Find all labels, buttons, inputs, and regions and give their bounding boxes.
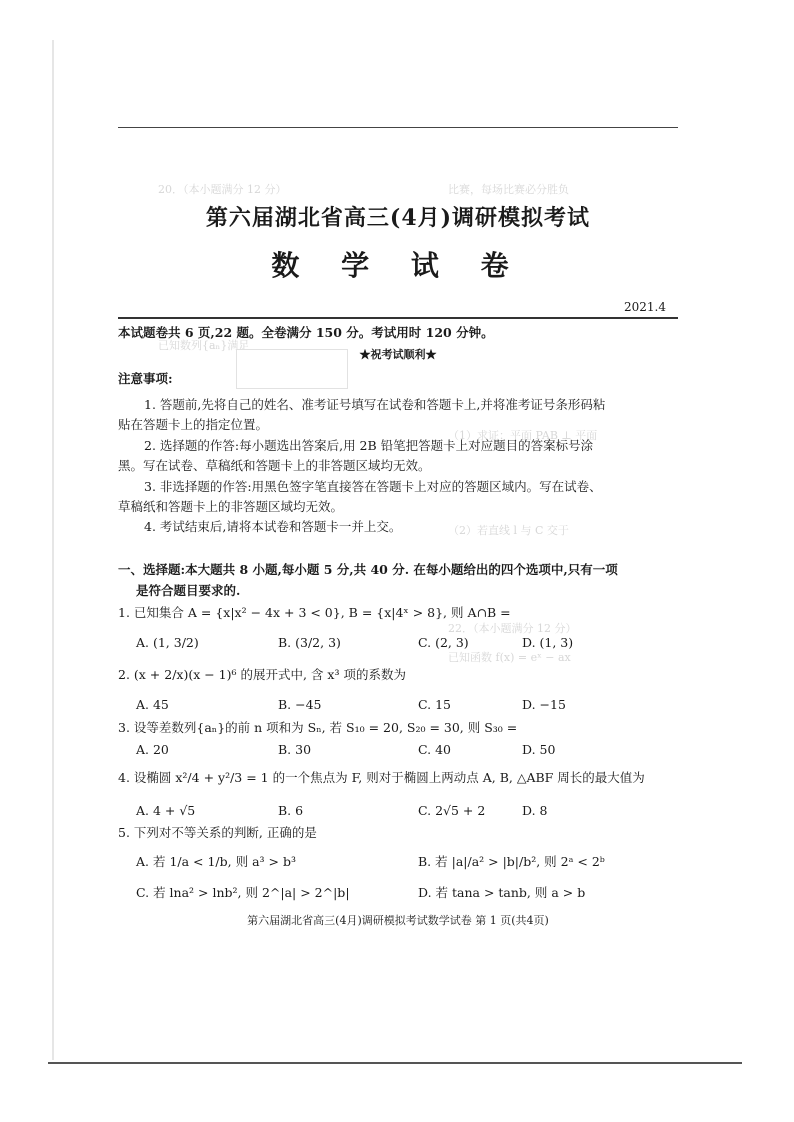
exam-date: 2021.4 (624, 300, 666, 314)
notice-item-cont: 草稿纸和答题卡上的非答题区域均无效。 (118, 499, 344, 514)
section-heading-cont: 是符合题目要求的. (136, 583, 241, 598)
bleed-through-text: 20．（本小题满分 12 分） (158, 183, 287, 196)
question-option: A. (1, 3/2) (136, 635, 199, 650)
question-option: C. (2, 3) (418, 635, 469, 650)
question-option: D. 若 tana > tanb, 则 a > b (418, 885, 586, 900)
intro-text: 本试题卷共 6 页,22 题。全卷满分 150 分。考试用时 120 分钟。 (118, 325, 494, 340)
top-rule (118, 127, 678, 128)
blessing: ★祝考试顺利★ (359, 348, 437, 361)
exam-title: 第六届湖北省高三(4月)调研模拟考试 (205, 205, 591, 231)
question-option: A. 20 (136, 742, 169, 757)
notice-item: 4. 考试结束后,请将本试卷和答题卡一并上交。 (144, 519, 402, 534)
question-option: B. (3/2, 3) (278, 635, 341, 650)
question-option: D. 50 (522, 742, 556, 757)
question-option: D. 8 (522, 803, 548, 818)
question-option: B. 若 |a|/a² > |b|/b², 则 2ᵃ < 2ᵇ (418, 854, 605, 869)
bleed-through-text: 22．（本小题满分 12 分） (448, 622, 577, 635)
question-option: A. 4 + √5 (136, 803, 196, 818)
question-option: D. (1, 3) (522, 635, 574, 650)
question-stem: 3. 设等差数列{aₙ}的前 n 项和为 Sₙ, 若 S₁₀ = 20, S₂₀ = 30, 则 S₃₀ = (118, 720, 518, 735)
question-stem: 5. 下列对不等关系的判断, 正确的是 (118, 825, 317, 840)
scan-bottom-edge (48, 1062, 742, 1064)
question-option: B. −45 (278, 697, 322, 712)
question-option: A. 45 (136, 697, 169, 712)
exam-subject: 数 学 试 卷 (271, 249, 525, 282)
page-footer: 第六届湖北省高三(4月)调研模拟考试数学试卷 第 1 页(共4页) (247, 914, 549, 927)
question-stem: 4. 设椭圆 x²/4 + y²/3 = 1 的一个焦点为 F, 则对于椭圆上两动点 A, B, △ABF 周长的最大值为 (118, 770, 645, 785)
section-heading: 一、选择题:本大题共 8 小题,每小题 5 分,共 40 分. 在每小题给出的四个选项中,只有一项 (118, 562, 618, 577)
scan-edge (52, 40, 54, 1060)
question-stem: 1. 已知集合 A = {x|x² − 4x + 3 < 0}, B = {x|4ˣ > 8}, 则 A∩B = (118, 605, 511, 620)
question-stem: 2. (x + 2/x)(x − 1)⁶ 的展开式中, 含 x³ 项的系数为 (118, 667, 406, 682)
notice-item: 1. 答题前,先将自己的姓名、准考证号填写在试卷和答题卡上,并将准考证号条形码粘 (144, 397, 606, 412)
bleed-through-text: （2）若直线 l 与 C 交于 (448, 524, 569, 537)
notice-item-cont: 贴在答题卡上的指定位置。 (118, 417, 269, 432)
question-option: A. 若 1/a < 1/b, 则 a³ > b³ (136, 854, 296, 869)
bleed-through-text: 已知函数 f(x) = eˣ − ax (448, 651, 571, 664)
bleed-through-text: 已知数列{aₙ}满足 (158, 339, 250, 352)
bleed-through-text: （1）求证：平面 PAB ⊥ 平面 (448, 429, 598, 442)
question-option: D. −15 (522, 697, 566, 712)
bleed-through-text: 比赛，每场比赛必分胜负 (448, 183, 569, 196)
question-option: B. 30 (278, 742, 312, 757)
question-option: C. 2√5 + 2 (418, 803, 486, 818)
header-rule (118, 317, 678, 319)
notice-item: 2. 选择题的作答:每小题选出答案后,用 2B 铅笔把答题卡上对应题目的答案标号涂 (144, 438, 594, 453)
question-option: B. 6 (278, 803, 304, 818)
question-option: C. 40 (418, 742, 451, 757)
question-option: C. 15 (418, 697, 451, 712)
notice-heading: 注意事项: (118, 371, 173, 386)
notice-item-cont: 黑。写在试卷、草稿纸和答题卡上的非答题区域均无效。 (118, 458, 431, 473)
exam-page (118, 127, 678, 939)
question-option: C. 若 lna² > lnb², 则 2^|a| > 2^|b| (136, 885, 350, 900)
notice-item: 3. 非选择题的作答:用黑色签字笔直接答在答题卡上对应的答题区域内。写在试卷、 (144, 479, 602, 494)
